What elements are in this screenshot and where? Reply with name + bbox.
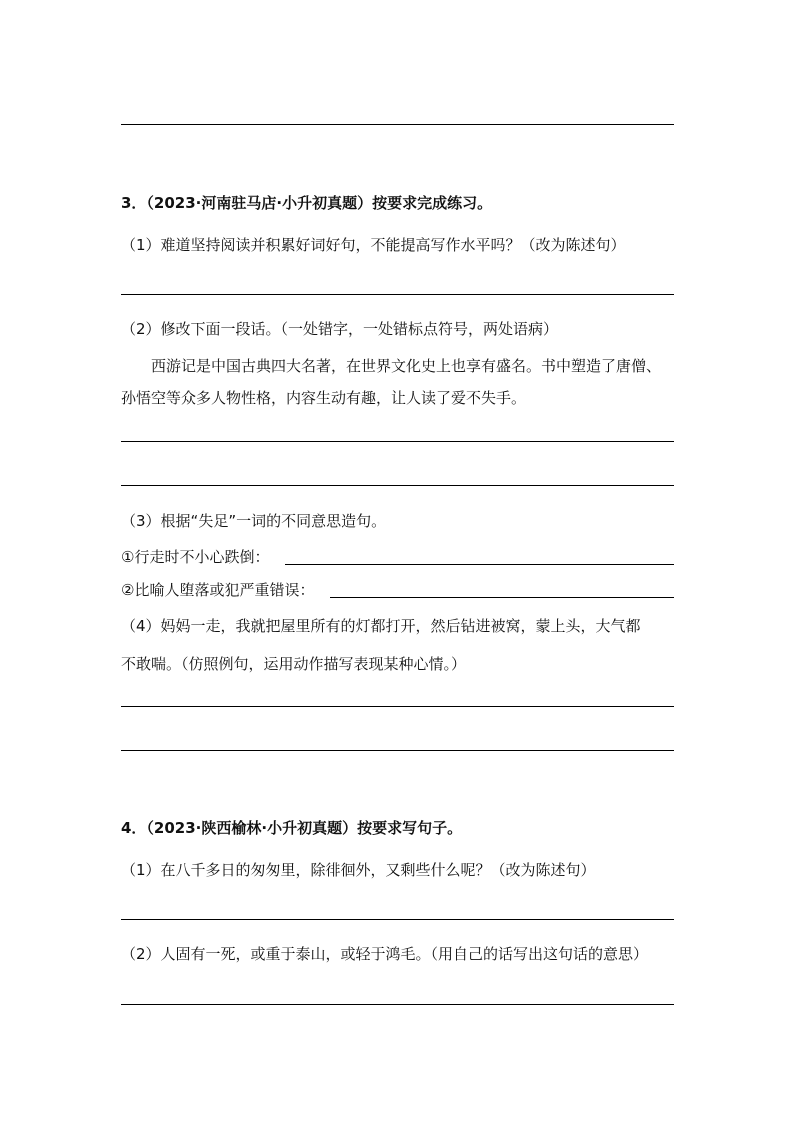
answer-line[interactable] — [121, 441, 674, 442]
sentence-prompt-a: ①行走时不小心跌倒： — [121, 548, 270, 566]
question-3-part-4-line-1: （4）妈妈一走，我就把屋里所有的灯都打开，然后钻进被窝，蒙上头，大气都 — [121, 617, 641, 635]
question-4-part-2: （2）人固有一死，或重于泰山，或轻于鸿毛。（用自己的话写出这句话的意思） — [121, 945, 649, 963]
answer-line[interactable] — [121, 485, 674, 486]
question-4-header: 4．（2023·陕西榆林·小升初真题）按要求写句子。 — [121, 819, 463, 837]
question-3-header: 3．（2023·河南驻马店·小升初真题）按要求完成练习。 — [121, 194, 493, 212]
passage-line-2: 孙悟空等众多人物性格，内容生动有趣，让人读了爱不失手。 — [121, 389, 527, 407]
question-3-part-2: （2）修改下面一段话。（一处错字，一处错标点符号，两处语病） — [121, 320, 559, 338]
question-3-part-1: （1）难道坚持阅读并积累好词好句，不能提高写作水平吗？（改为陈述句） — [121, 236, 626, 254]
answer-line[interactable] — [121, 294, 674, 295]
question-3-part-3: （3）根据“失足”一词的不同意思造句。 — [121, 512, 387, 530]
answer-line[interactable] — [330, 597, 674, 598]
answer-line[interactable] — [121, 706, 674, 707]
answer-line[interactable] — [121, 919, 674, 920]
answer-line[interactable] — [285, 564, 674, 565]
answer-line[interactable] — [121, 1004, 674, 1005]
question-4-part-1: （1）在八千多日的匆匆里，除徘徊外，又剩些什么呢？（改为陈述句） — [121, 861, 596, 879]
question-3-part-4-line-2: 不敢喘。（仿照例句，运用动作描写表现某种心情。） — [121, 655, 467, 673]
sentence-prompt-b: ②比喻人堕落或犯严重错误： — [121, 581, 315, 599]
answer-line[interactable] — [121, 124, 674, 125]
passage-line-1: 西游记是中国古典四大名著，在世界文化史上也享有盛名。书中塑造了唐僧、 — [151, 357, 662, 375]
answer-line[interactable] — [121, 750, 674, 751]
